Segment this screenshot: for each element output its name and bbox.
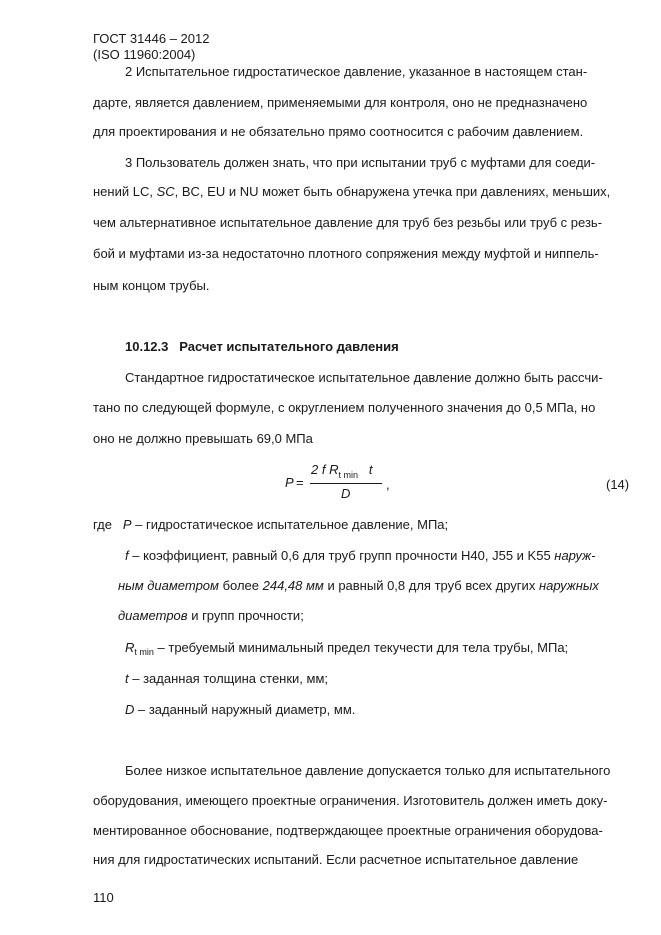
note2-line1: 2 Испытательное гидростатическое давление, указанное в настоящем стан- <box>125 64 588 79</box>
formula-number: (14) <box>606 477 630 492</box>
final-para-line4: ния для гидростатических испытаний. Если расчетное испытательное давление <box>93 852 579 867</box>
note3-line3: чем альтернативное испытательное давление для труб без резьбы или труб с резь- <box>93 215 603 230</box>
note2-line2: дарте, является давлением, применяемыми для контроля, оно не предназначено <box>93 95 588 110</box>
section-heading <box>125 339 399 355</box>
formula-numerator: 2 f $R_{t min}$ t <box>311 462 373 480</box>
where-f-line3: диаметров и групп прочности; <box>118 608 304 623</box>
section-title: Расчет испытательного давления <box>179 339 399 354</box>
note2-line3: для проектирования и не обязательно прямо соотносится с рабочим давлением. <box>93 124 584 139</box>
section-para-line3: оно не должно превышать 69,0 МПа <box>93 431 313 446</box>
standard-number: ГОСТ 31446 – 2012 <box>93 31 210 46</box>
final-para-line1: Более низкое испытательное давление допускается только для испытательного <box>125 763 611 778</box>
formula-lhs: P <box>285 475 294 490</box>
section-para-line2: тано по следующей формуле, с округлением полученного значения до 0,5 МПа, но <box>93 400 596 415</box>
final-para-line2: оборудования, имеющего проектные ограничения. Изготовитель должен иметь доку- <box>93 793 608 808</box>
iso-reference: (ISO 11960:2004) <box>93 47 196 62</box>
where-D: D – заданный наружный диаметр, мм. <box>125 702 356 717</box>
formula-denominator: D <box>341 486 351 501</box>
where-R: $R_{t min}$ – требуемый минимальный предел текучести для тела трубы, МПа; <box>125 640 569 657</box>
formula-comma: , <box>386 477 390 492</box>
formula-equals: = <box>296 475 304 490</box>
where-P: где P – гидростатическое испытательное давление, МПа; <box>93 517 449 532</box>
where-f-line1: f – коэффициент, равный 0,6 для труб групп прочности Н40, J55 и K55 наруж- <box>125 548 596 563</box>
note3-line5: ным концом трубы. <box>93 278 210 293</box>
note3-line1: 3 Пользователь должен знать, что при испытании труб с муфтами для соеди- <box>125 155 596 170</box>
formula-fraction-bar <box>310 483 382 484</box>
note3-line2: нений LC, SC, BC, EU и NU может быть обнаружена утечка при давлениях, меньших, <box>93 184 611 199</box>
final-para-line3: ментированное обоснование, подтверждающее проектные ограничения оборудова- <box>93 823 603 838</box>
where-f-line2: ным диаметром более 244,48 мм и равный 0,8 для труб всех других наружных <box>118 578 599 593</box>
where-t: t – заданная толщина стенки, мм; <box>125 671 329 686</box>
section-number: 10.12.3 <box>125 339 169 354</box>
note3-line4: бой и муфтами из-за недостаточно плотного сопряжения между муфтой и ниппель- <box>93 246 599 261</box>
section-para-line1: Стандартное гидростатическое испытательное давление должно быть рассчи- <box>125 370 603 385</box>
page-number: 110 <box>93 890 114 905</box>
